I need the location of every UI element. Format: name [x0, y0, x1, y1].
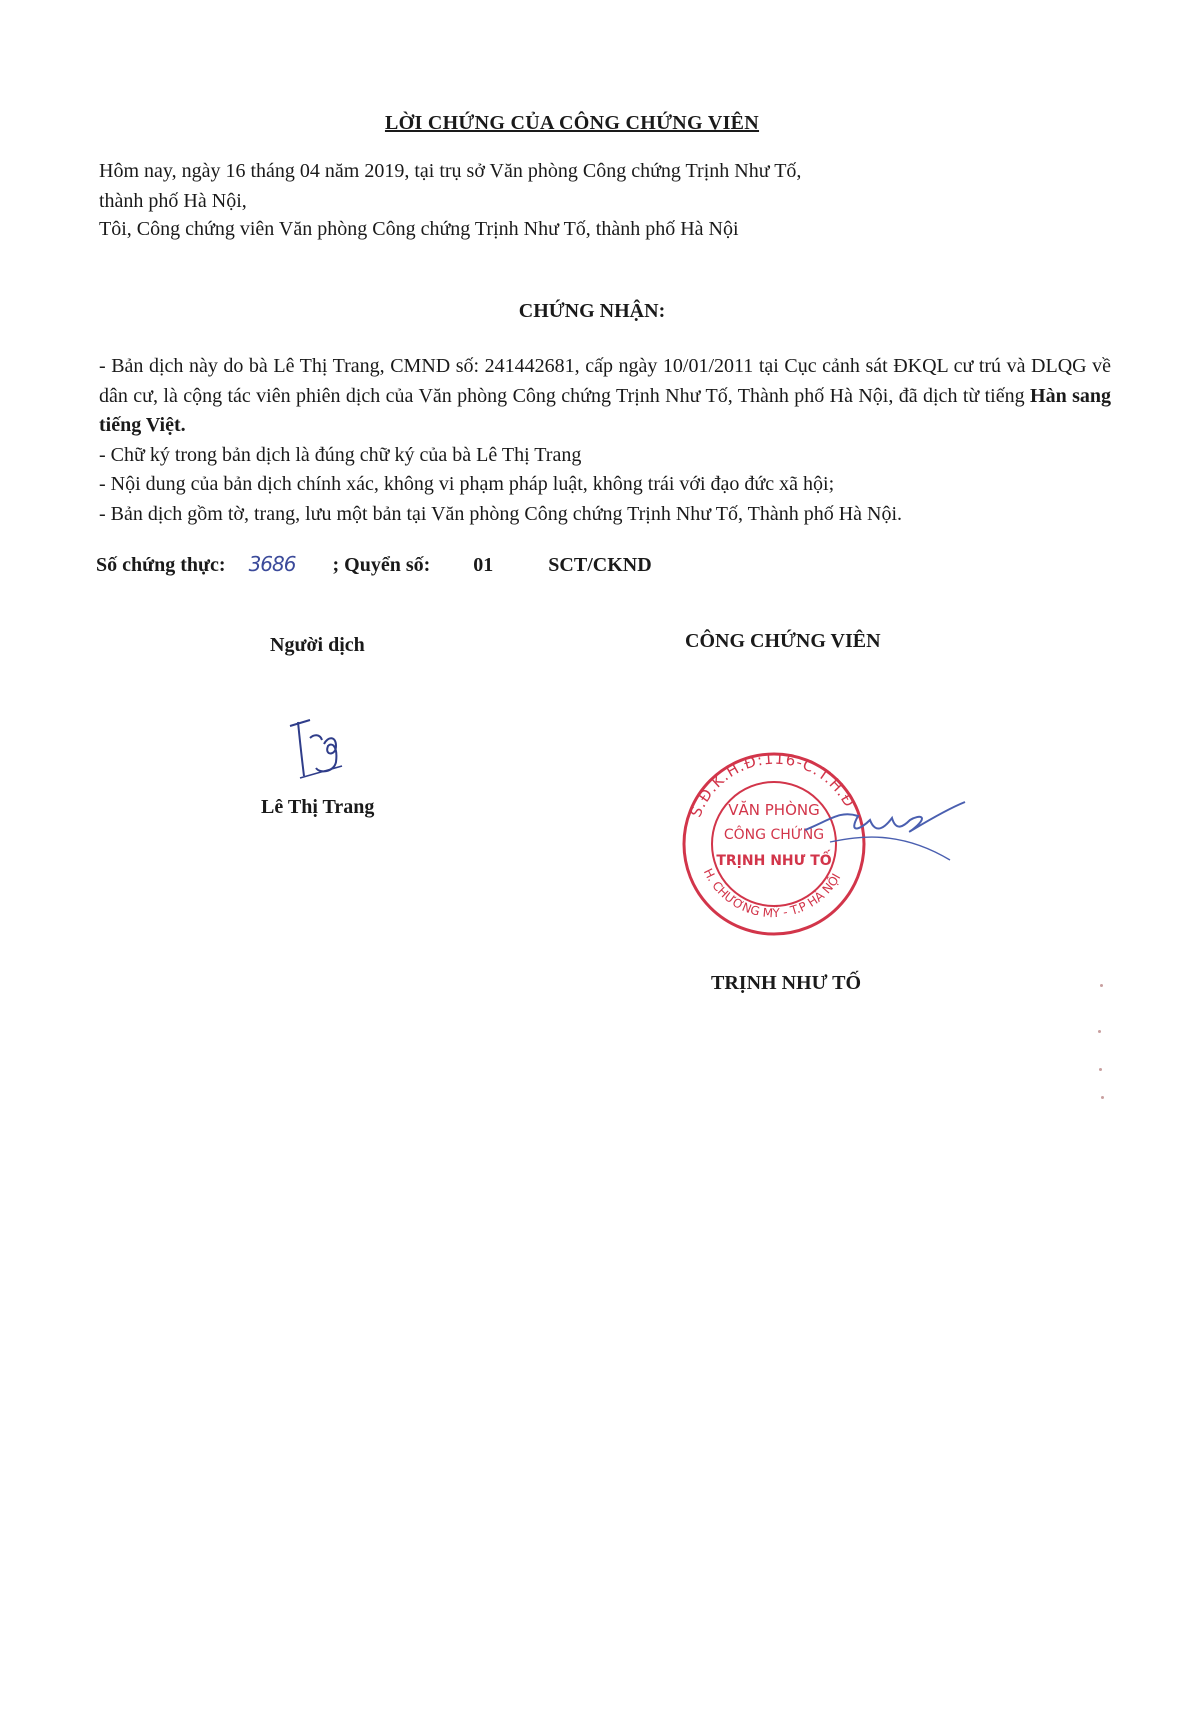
- scan-mark: [1101, 1096, 1104, 1099]
- svg-text:H. CHƯƠNG MỸ - T.P HÀ NỘI: [701, 866, 844, 920]
- scan-mark: [1099, 1068, 1102, 1071]
- record-line: [96, 552, 652, 577]
- intro-line-2: thành phố Hà Nội,: [99, 190, 247, 212]
- translator-signature: [280, 712, 360, 782]
- notary-label: CÔNG CHỨNG VIÊN: [685, 630, 881, 652]
- translator-label: Người dịch: [270, 634, 365, 656]
- document-title: LỜI CHỨNG CỦA CÔNG CHỨNG VIÊN: [384, 112, 760, 134]
- notary-name: TRỊNH NHƯ TỐ: [711, 972, 862, 994]
- intro-line-3: Tôi, Công chứng viên Văn phòng Công chứng Trịnh Như Tố, thành phố Hà Nội: [99, 218, 739, 240]
- scan-mark: [1100, 984, 1103, 987]
- book-code: SCT/CKND: [548, 554, 652, 576]
- intro-line-1: Hôm nay, ngày 16 tháng 04 năm 2019, tại trụ sở Văn phòng Công chứng Trịnh Như Tố,: [99, 160, 802, 182]
- certify-item-1: [99, 352, 1111, 441]
- certify-item-2: - Chữ ký trong bản dịch là đúng chữ ký của bà Lê Thị Trang: [99, 443, 582, 466]
- book-number: 01: [473, 554, 494, 576]
- cert-label: Số chứng thực:: [96, 554, 226, 576]
- seal-outer-text: S.Đ.K.H.Đ:116-C.T.H.Đ: [686, 749, 859, 820]
- cert-number: 3686: [248, 552, 296, 576]
- seal-line-3: TRỊNH NHƯ TỐ: [716, 853, 832, 869]
- scan-mark: [1098, 1030, 1101, 1033]
- seal-line-1: VĂN PHÒNG: [728, 801, 820, 819]
- translator-name: Lê Thị Trang: [261, 796, 375, 818]
- seal-outer-bottom: H. CHƯƠNG MỸ - T.P HÀ NỘI: [700, 866, 844, 921]
- certify-item-3: - Nội dung của bản dịch chính xác, không vi phạm pháp luật, không trái với đạo đức xã hội;: [99, 473, 835, 495]
- certify-paragraph: [99, 352, 1111, 529]
- certify-heading: CHỨNG NHẬN:: [518, 300, 666, 322]
- notary-signature: [800, 790, 970, 870]
- certify-item-1-text: - Bản dịch này do bà Lê Thị Trang, CMND số: 241442681, cấp ngày 10/01/2011 tại Cục cảnh sát ĐKQL cư trú và DLQG về dân cư, là cộng tác viên phiên dịch của Văn phòng Công chứng Trịnh Như Tố, Thành phố Hà Nội, đã dịch từ tiếng: [99, 355, 1111, 407]
- certify-item-4: - Bản dịch gồm tờ, trang, lưu một bản tại Văn phòng Công chứng Trịnh Như Tố, Thành phố Hà Nội.: [99, 502, 903, 525]
- certify-item-1-language: Hàn sang tiếng Việt.: [99, 384, 1111, 436]
- seal-line-2: CÔNG CHỨNG: [723, 827, 825, 843]
- book-label: ; Quyển số:: [332, 554, 431, 576]
